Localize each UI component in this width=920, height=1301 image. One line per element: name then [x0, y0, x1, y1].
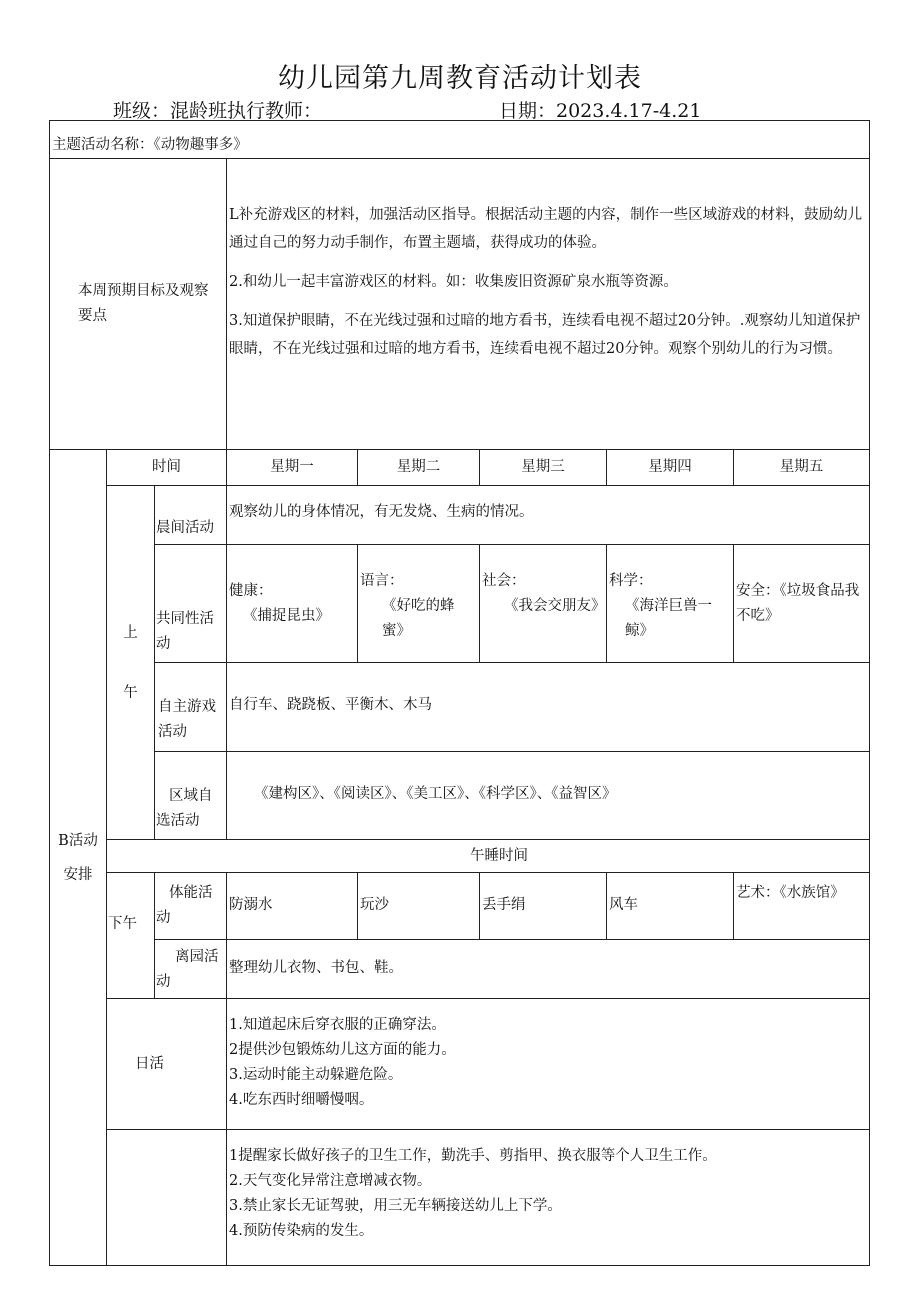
common-cell-thursday: [607, 545, 734, 663]
parents-label-cell: [107, 1130, 227, 1266]
lesson-name: 《我会交朋友》: [504, 598, 606, 614]
common-activity-label: 共同性活动: [155, 545, 227, 663]
page-title: 幼儿园第九周教育活动计划表: [278, 63, 642, 94]
date-info: 日期：2023.4.17-4.21: [499, 100, 702, 122]
goals-content: [227, 159, 870, 450]
morning-activity-content: 观察幼儿的身体情况，有无发烧、生病的情况。: [227, 486, 870, 545]
physical-cell-thursday: 风车: [607, 873, 734, 940]
goal-item: 3.知道保护眼睛，不在光线过强和过暗的地方看书，连续看电视不超过20分钟。.观察幼儿知道保护眼睛，不在光线过强和过暗的地方看书，连续看电视不超过20分钟。观察个别幼儿的行为习惯。: [229, 313, 861, 357]
goals-label-text: 本周预期目标及观察要点: [78, 283, 209, 324]
subject-label: 语言：: [360, 573, 404, 589]
days-row: [50, 450, 870, 486]
common-activity-row: [50, 545, 870, 663]
daily-life-item: 3.运动时能主动躲避危险。: [229, 1067, 403, 1083]
physical-activity-label: 体能活动: [155, 873, 227, 940]
common-cell-friday: [734, 545, 870, 663]
leave-activity-label: 离园活动: [155, 940, 227, 999]
goals-row: [50, 159, 870, 450]
time-label: 时间: [107, 450, 227, 486]
leave-activity-content: 整理幼儿衣物、书包、鞋。: [227, 940, 870, 999]
parents-row: [50, 1130, 870, 1266]
morning-activity-row: [50, 486, 870, 545]
day-friday: 星期五: [734, 450, 870, 486]
area-activity-row: [50, 752, 870, 840]
day-wednesday: 星期三: [480, 450, 607, 486]
daily-life-label: 日活: [107, 999, 227, 1130]
goal-item: L补充游戏区的材料，加强活动区指导。根据活动主题的内容，制作一些区域游戏的材料，鼓励幼儿通过自己的努力动手制作，布置主题墙，获得成功的体验。: [229, 207, 863, 251]
free-play-content: 自行车、跷跷板、平衡木、木马: [227, 663, 870, 752]
lesson-name: 《海洋巨兽一鲸》: [625, 598, 712, 639]
day-thursday: 星期四: [607, 450, 734, 486]
parents-item: 4.预防传染病的发生。: [229, 1223, 374, 1239]
plan-table: [49, 120, 870, 1266]
free-play-row: [50, 663, 870, 752]
physical-activity-row: [50, 873, 870, 940]
parents-item: 1提醒家长做好孩子的卫生工作，勤洗手、剪指甲、换衣服等个人卫生工作。: [229, 1148, 717, 1164]
goals-label: [50, 159, 227, 450]
activity-section-label: [50, 450, 107, 1266]
subject-label: 健康：: [229, 583, 273, 599]
lesson-name: 《好吃的蜂蜜》: [382, 598, 455, 639]
theme-row: [50, 121, 870, 159]
nap-row: [50, 840, 870, 873]
leave-activity-row: [50, 940, 870, 999]
daily-life-item: 4.吃东西时细嚼慢咽。: [229, 1092, 374, 1108]
subject-label: 科学：: [609, 573, 653, 589]
morning-activity-label: 晨间活动: [155, 486, 227, 545]
common-cell-tuesday: [358, 545, 480, 663]
lesson-name: [736, 579, 865, 629]
class-info: 班级：混龄班执行教师：: [113, 100, 323, 122]
daily-life-row: [50, 999, 870, 1130]
parents-item: 2.天气变化异常注意增减衣物。: [229, 1173, 432, 1189]
area-activity-label: 区域自选活动: [155, 752, 227, 840]
common-cell-wednesday: [480, 545, 607, 663]
day-monday: 星期一: [227, 450, 358, 486]
morning-label-text: 上午: [123, 624, 138, 701]
afternoon-label: [107, 873, 155, 999]
subject-label: 社会：: [482, 573, 526, 589]
morning-label: [107, 486, 155, 840]
nap-label: 午睡时间: [107, 840, 870, 873]
physical-cell-friday: 艺术：《水族馆》: [734, 873, 870, 940]
physical-cell-tuesday: 玩沙: [358, 873, 480, 940]
lesson-name: 《捕捉昆虫》: [243, 608, 330, 624]
physical-cell-wednesday: 丢手绢: [480, 873, 607, 940]
goal-item: 2.和幼儿一起丰富游戏区的材料。如：收集废旧资源矿泉水瓶等资源。: [229, 274, 678, 290]
subject-label: 安全：: [736, 583, 780, 599]
parents-content: [227, 1130, 870, 1266]
lesson-title: 《垃圾食品我不吃》: [736, 583, 860, 624]
area-activity-content: 《建构区》、《阅读区》、《美工区》、《科学区》、《益智区》: [227, 752, 870, 840]
parents-item: 3.禁止家长无证驾驶，用三无车辆接送幼儿上下学。: [229, 1198, 562, 1214]
free-play-label: 自主游戏活动: [155, 663, 227, 752]
physical-cell-monday: 防溺水: [227, 873, 358, 940]
common-cell-monday: [227, 545, 358, 663]
daily-life-item: 2提供沙包锻炼幼儿这方面的能力。: [229, 1042, 456, 1058]
activity-section-text: B活动安排: [58, 832, 98, 883]
theme-name: 主题活动名称：《动物趣事多》: [50, 121, 870, 159]
afternoon-label-text: 下午: [108, 916, 137, 932]
daily-life-item: 1.知道起床后穿衣服的正确穿法。: [229, 1017, 446, 1033]
day-tuesday: 星期二: [358, 450, 480, 486]
daily-life-content: [227, 999, 870, 1130]
